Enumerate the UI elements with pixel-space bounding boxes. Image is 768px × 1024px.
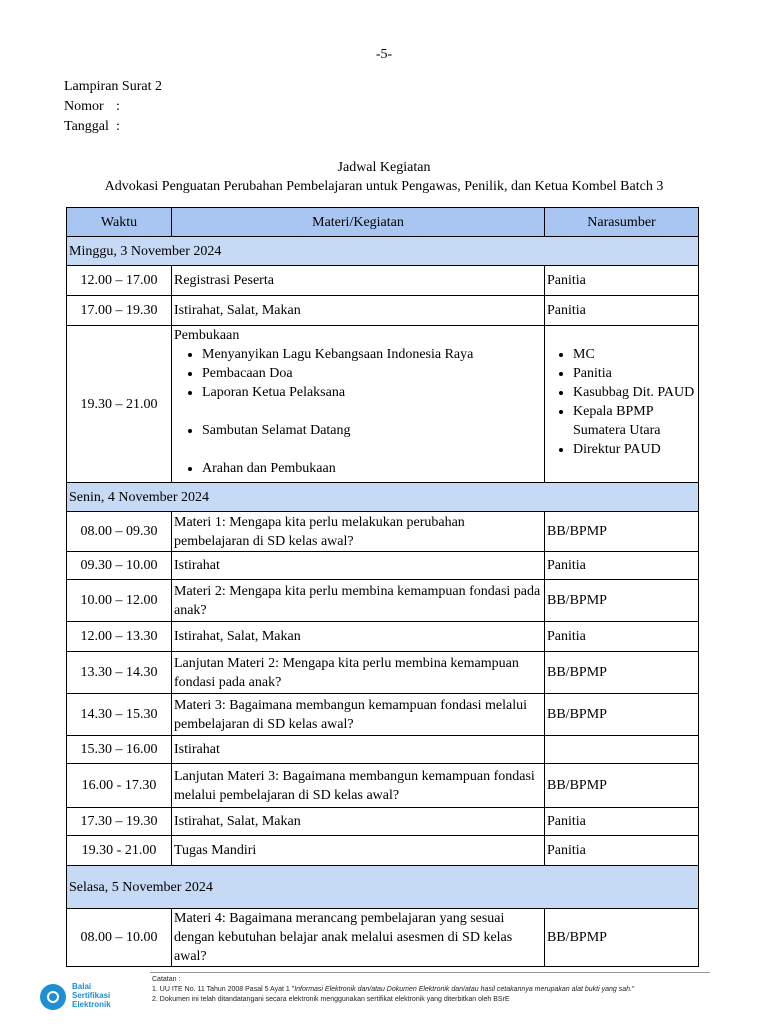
activity-cell: Materi 4: Bagaimana merancang pembelajaran yang sesuai dengan kebutuhan belajar anak melalui asesmen di SD kelas awal? [172, 909, 545, 967]
activity-cell: Lanjutan Materi 2: Mengapa kita perlu membina kemampuan fondasi pada anak? [172, 652, 545, 694]
list-item: • Kasubbag Dit. PAUD [573, 383, 696, 402]
activity-cell: Istirahat, Salat, Makan [172, 808, 545, 836]
activity-title: Pembukaan [174, 328, 240, 343]
table-header-row [67, 208, 699, 237]
speaker-cell: BB/BPMP [545, 652, 699, 694]
table-row [67, 909, 699, 967]
activity-cell: Lanjutan Materi 3: Bagaimana membangun kemampuan fondasi melalui pembelajaran di SD kelas awal? [172, 764, 545, 808]
time-cell: 19.30 – 21.00 [67, 326, 172, 483]
speaker-list [547, 345, 696, 459]
header-narasumber: Narasumber [545, 208, 699, 237]
bsre-logo-text [72, 982, 111, 1009]
activity-list [174, 345, 542, 402]
table-row [67, 266, 699, 296]
time-cell: 09.30 – 10.00 [67, 552, 172, 580]
activity-cell: Materi 2: Mengapa kita perlu membina kemampuan fondasi pada anak? [172, 580, 545, 622]
table-row [67, 652, 699, 694]
activity-cell: Istirahat, Salat, Makan [172, 622, 545, 652]
table-row [67, 296, 699, 326]
list-item: • Pembacaan Doa [202, 364, 542, 383]
speaker-cell: Panitia [545, 296, 699, 326]
list-item: • Laporan Ketua Pelaksana [202, 383, 542, 402]
time-cell: 19.30 - 21.00 [67, 836, 172, 866]
time-cell: 10.00 – 12.00 [67, 580, 172, 622]
speaker-cell: Panitia [545, 836, 699, 866]
table-row [67, 808, 699, 836]
nomor-separator: : [116, 99, 120, 114]
activity-cell: Registrasi Peserta [172, 266, 545, 296]
list-item: • MC [573, 345, 696, 364]
signature-footer [0, 972, 768, 1024]
time-cell: 16.00 - 17.30 [67, 764, 172, 808]
table-row [67, 764, 699, 808]
speaker-cell: Panitia [545, 622, 699, 652]
speaker-cell: BB/BPMP [545, 694, 699, 736]
lampiran-label: Lampiran Surat 2 [64, 79, 162, 94]
table-row [67, 836, 699, 866]
document-subtitle: Advokasi Penguatan Perubahan Pembelajaran untuk Pengawas, Penilik, dan Ketua Kombel Batch 3 [104, 179, 664, 194]
activity-cell: Istirahat [172, 552, 545, 580]
table-row [67, 736, 699, 764]
logo-line: Sertifikasi [72, 991, 111, 1000]
time-cell: 15.30 – 16.00 [67, 736, 172, 764]
table-row [67, 694, 699, 736]
notes-heading: Catatan : [152, 976, 181, 983]
speaker-cell: Panitia [545, 266, 699, 296]
table-row [67, 580, 699, 622]
note-text: " [631, 986, 635, 993]
footer-notes [152, 975, 634, 1005]
day-label: Selasa, 5 November 2024 [67, 866, 699, 909]
speaker-cell: BB/BPMP [545, 764, 699, 808]
time-cell: 08.00 – 09.30 [67, 512, 172, 552]
tanggal-label: Tanggal [64, 119, 109, 134]
note-quote: Informasi Elektronik dan/atau Dokumen Elektronik dan/atau hasil cetakannya merupakan alat bukti yang sah. [294, 986, 632, 993]
day-row [67, 866, 699, 909]
nomor-row [64, 99, 120, 115]
list-item: • Kepala BPMP Sumatera Utara [573, 402, 696, 440]
list-item: • Arahan dan Pembukaan [202, 459, 542, 478]
table-row [67, 326, 699, 483]
list-item: • Direktur PAUD [573, 440, 696, 459]
tanggal-row [64, 119, 120, 135]
document-title: Jadwal Kegiatan [337, 160, 431, 175]
note-1 [152, 985, 634, 995]
logo-line: Elektronik [72, 1000, 111, 1009]
table-row [67, 552, 699, 580]
list-item: • Panitia [573, 364, 696, 383]
day-row [67, 483, 699, 512]
footer-divider [150, 972, 710, 973]
activity-cell: Istirahat [172, 736, 545, 764]
header-materi: Materi/Kegiatan [172, 208, 545, 237]
activity-cell: Materi 1: Mengapa kita perlu melakukan perubahan pembelajaran di SD kelas awal? [172, 512, 545, 552]
table-row [67, 512, 699, 552]
note-text: 1. UU ITE No. 11 Tahun 2008 Pasal 5 Ayat 1 " [152, 986, 295, 993]
list-item: • Menyanyikan Lagu Kebangsaan Indonesia Raya [202, 345, 542, 364]
time-cell: 12.00 – 13.30 [67, 622, 172, 652]
activity-list [174, 459, 542, 478]
page-number: -5- [375, 47, 393, 62]
time-cell: 08.00 – 10.00 [67, 909, 172, 967]
speaker-cell [545, 326, 699, 483]
day-label: Minggu, 3 November 2024 [67, 237, 699, 266]
speaker-cell: BB/BPMP [545, 512, 699, 552]
activity-list [174, 421, 542, 440]
tanggal-separator: : [116, 119, 120, 134]
time-cell: 12.00 – 17.00 [67, 266, 172, 296]
activity-cell: Materi 3: Bagaimana membangun kemampuan fondasi melalui pembelajaran di SD kelas awal? [172, 694, 545, 736]
activity-cell [172, 326, 545, 483]
speaker-cell [545, 736, 699, 764]
header-waktu: Waktu [67, 208, 172, 237]
activity-cell: Istirahat, Salat, Makan [172, 296, 545, 326]
time-cell: 13.30 – 14.30 [67, 652, 172, 694]
schedule-table [66, 207, 699, 967]
day-label: Senin, 4 November 2024 [67, 483, 699, 512]
time-cell: 14.30 – 15.30 [67, 694, 172, 736]
activity-cell: Tugas Mandiri [172, 836, 545, 866]
day-row [67, 237, 699, 266]
bsre-logo-icon [40, 984, 66, 1010]
speaker-cell: Panitia [545, 808, 699, 836]
table-row [67, 622, 699, 652]
note-2: 2. Dokumen ini telah ditandatangani secara elektronik menggunakan sertifikat elektronik yang diterbitkan oleh BSrE [152, 996, 510, 1003]
speaker-cell: BB/BPMP [545, 909, 699, 967]
list-item: • Sambutan Selamat Datang [202, 421, 542, 440]
speaker-cell: BB/BPMP [545, 580, 699, 622]
time-cell: 17.00 – 19.30 [67, 296, 172, 326]
nomor-label: Nomor [64, 99, 104, 114]
speaker-cell: Panitia [545, 552, 699, 580]
time-cell: 17.30 – 19.30 [67, 808, 172, 836]
logo-line: Balai [72, 982, 92, 991]
bsre-logo [40, 980, 140, 1016]
